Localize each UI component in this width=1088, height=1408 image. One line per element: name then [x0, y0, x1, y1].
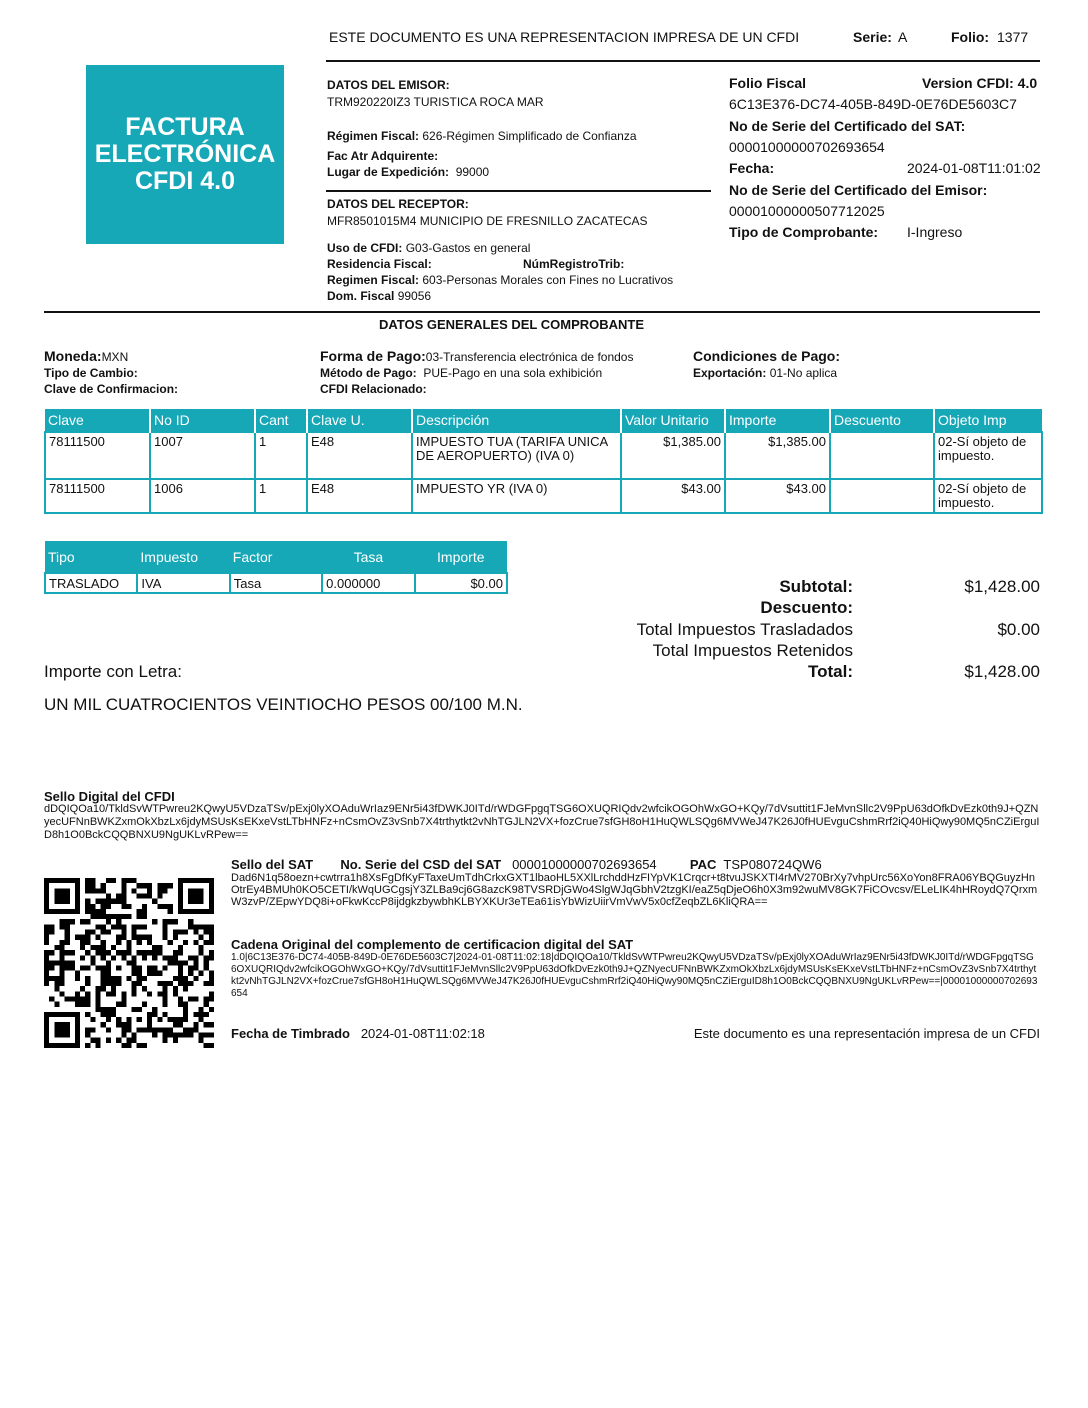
cell-objeto-imp: 02-Sí objeto de impuesto. — [934, 432, 1042, 479]
col-valor-unitario: Valor Unitario — [621, 409, 725, 432]
sello-sat-value: Dad6N1q58oezn+cwtrra1h8XsFgDfKyFTaxeUmTdhCrkxGXT1lbaoHL5XXlLrchddHzFIYpVK1Crqcr+t8tvuJSKXTI4rMV270BrXy7vhpUrc56XoYon8FRA06YBQGuyzHnOtrEy4BMUh0KO5CETI/kWqUGCgsjY3ZLBa9cj6G8azcK98TVSRDjGWo4SlgWJqGbhV2tzgKI/eaZ5qDjeO6h0X3m92wuMV8GK7FiCOvcsv/ELeLIK4hHRoydQ7QrxmW3zvP/ZEpwYDQ8i+oFkwKccP8ijdgkzbywbhKLBYXKUr3eTEa61isYbWizUiirVmVwV5x0cfZeqbZL6KliQRA== — [231, 872, 1038, 908]
emisor-regimen-label: Régimen Fiscal: — [327, 129, 420, 143]
serie-cert-emisor-value: 00001000000507712025 — [729, 203, 885, 219]
cell-clave: 78111500 — [45, 432, 150, 479]
cell-descripcion: IMPUESTO TUA (TARIFA UNICA DE AEROPUERTO) (IVA 0) — [412, 432, 621, 479]
col-clave: Clave — [45, 409, 150, 432]
col-importe: Importe — [725, 409, 830, 432]
fecha-timbrado — [231, 1026, 485, 1041]
col-objeto-imp: Objeto Imp — [934, 409, 1042, 432]
version-cfdi: Version CFDI: 4.0 — [922, 75, 1038, 91]
tipo-comprobante-label: Tipo de Comprobante: — [729, 224, 879, 240]
items-table — [44, 409, 1043, 514]
cell-descuento — [830, 479, 934, 513]
table-row — [45, 479, 1042, 513]
condiciones-pago-label: Condiciones de Pago: — [693, 348, 841, 364]
dom-fiscal — [327, 289, 431, 303]
tipo-cambio-label: Tipo de Cambio: — [44, 366, 138, 380]
receptor-regimen-label: Regimen Fiscal: — [327, 273, 420, 287]
retenidos-label: Total Impuestos Retenidos — [652, 641, 853, 660]
receptor-regimen-value: 603-Personas Morales con Fines no Lucrativos — [422, 273, 674, 287]
serie-cert-emisor-label: No de Serie del Certificado del Emisor: — [729, 182, 988, 198]
sat-header-line — [231, 857, 822, 872]
cell-objeto-imp: 02-Sí objeto de impuesto. — [934, 479, 1042, 513]
moneda — [44, 348, 128, 364]
cell-valor-unitario: $43.00 — [621, 479, 725, 513]
col-cant: Cant — [255, 409, 307, 432]
cell-valor-unitario: $1,385.00 — [621, 432, 725, 479]
metodo-pago-label: Método de Pago: — [320, 366, 417, 380]
cadena-original-value: 1.0|6C13E376-DC74-405B-849D-0E76DE5603C7|2024-01-08T11:02:18|dDQIQOa10/TkldSvWTPwreu2KQwyU5VDzaTSv/pExj0lyXOAduWrIaz9ENr5i43fDWKJ0ITd/rWDGFpgqTSG6OXUQRIQdv2wfcikOGOhWxGO+KQy/7dVsuttit1FJeMvnSllc2V9PpU63dOfkDvEzk0th9J+QZNyecUFNnBWKZxmOkXbzLx6jdyMSUsKsEKxeVstLTbHNFz+nCsmOvZ3vSnb7X4trthytkt2vNhTGJLN2VX+fozCrue7sfGH8oH1HuQWLSQg6MVWeJ47K26J0fHUEvguCshmRrf2iQ40HiQwy90MQ5nCZiErguID8h1O0BckCQQBNXU9NgUKLvRPew==|00001000000702693654 — [231, 952, 1038, 999]
tax-col-tipo: Tipo — [45, 541, 137, 573]
descuento-label: Descuento: — [760, 598, 853, 617]
clave-confirmacion-label: Clave de Confirmacion: — [44, 382, 179, 396]
total-label: Total: — [807, 662, 853, 681]
forma-pago-value: 03-Transferencia electrónica de fondos — [425, 350, 634, 364]
tipo-comprobante-value: I-Ingreso — [907, 224, 963, 240]
tax-header-row — [45, 541, 507, 573]
footer-note: Este documento es una representación impresa de un CFDI — [693, 1026, 1040, 1041]
total-value: $1,428.00 — [964, 662, 1040, 681]
emisor-rfc-nombre: TRM920220IZ3 TURISTICA ROCA MAR — [327, 95, 544, 109]
forma-pago — [320, 348, 633, 366]
pac-label: PAC — [689, 857, 717, 872]
fecha-value: 2024-01-08T11:01:02 — [907, 160, 1041, 176]
table-row — [45, 432, 1042, 479]
folio-value: 1377 — [997, 29, 1029, 45]
tax-col-impuesto: Impuesto — [137, 541, 229, 573]
fecha-label: Fecha: — [729, 160, 775, 176]
subtotal-value: $1,428.00 — [964, 577, 1040, 596]
tax-col-tasa: Tasa — [322, 541, 414, 573]
factura-logo — [86, 65, 284, 244]
tax-col-importe: Importe — [415, 541, 507, 573]
tax-cell-importe: $0.00 — [415, 573, 507, 593]
residencia-label: Residencia Fiscal: — [327, 257, 432, 271]
folio-label: Folio: — [951, 29, 990, 45]
metodo-pago-value: PUE-Pago en una sola exhibición — [423, 366, 603, 380]
general-title-text: DATOS GENERALES DEL COMPROBANTE — [378, 317, 645, 332]
tax-cell-factor: Tasa — [230, 573, 322, 593]
emisor-regimen — [327, 129, 637, 143]
lugar-expedicion — [327, 165, 489, 179]
cadena-original-label: Cadena Original del complemento de certificacion digital del SAT — [231, 937, 634, 952]
num-registro-label: NúmRegistroTrib: — [523, 257, 625, 271]
importe-letra-value: UN MIL CUATROCIENTOS VEINTIOCHO PESOS 00/100 M.N. — [44, 695, 523, 714]
cell-clave: 78111500 — [45, 479, 150, 513]
logo-line-2: ELECTRÓNICA — [94, 140, 276, 168]
qr-modules — [44, 878, 214, 1048]
tax-table — [44, 541, 508, 594]
tax-col-factor: Factor — [230, 541, 322, 573]
uso-value: G03-Gastos en general — [405, 241, 531, 255]
cell-cant: 1 — [255, 432, 307, 479]
cell-no-id: 1007 — [150, 432, 255, 479]
representation-note: ESTE DOCUMENTO ES UNA REPRESENTACION IMPRESA DE UN CFDI — [329, 29, 800, 45]
serie-cert-sat-label: No de Serie del Certificado del SAT: — [729, 118, 966, 134]
emisor-divider — [326, 190, 711, 192]
serie-label: Serie: — [853, 29, 892, 45]
cell-no-id: 1006 — [150, 479, 255, 513]
cell-importe: $1,385.00 — [725, 432, 830, 479]
dom-label: Dom. Fiscal — [327, 289, 395, 303]
header-divider — [326, 60, 1040, 62]
cell-descripcion: IMPUESTO YR (IVA 0) — [412, 479, 621, 513]
tax-cell-tipo: TRASLADO — [45, 573, 137, 593]
table-row — [45, 573, 507, 593]
pac-value: TSP080724QW6 — [723, 857, 822, 872]
sello-sat-label: Sello del SAT — [231, 857, 314, 872]
dom-value: 99056 — [397, 289, 432, 303]
metodo-pago — [320, 366, 602, 380]
csd-sat-label: No. Serie del CSD del SAT — [340, 857, 502, 872]
exportacion-label: Exportación: — [693, 366, 767, 380]
col-descripcion: Descripción — [412, 409, 621, 432]
moneda-label: Moneda: — [44, 348, 102, 364]
cell-descuento — [830, 432, 934, 479]
logo-line-1: FACTURA — [125, 113, 245, 141]
qr-code-graphic — [44, 878, 214, 1048]
exportacion-value: 01-No aplica — [769, 366, 838, 380]
col-descuento: Descuento — [830, 409, 934, 432]
items-header-row — [45, 409, 1042, 432]
forma-pago-label: Forma de Pago: — [320, 348, 426, 364]
lugar-value: 99000 — [455, 165, 490, 179]
receptor-rfc-nombre: MFR8501015M4 MUNICIPIO DE FRESNILLO ZACATECAS — [327, 214, 648, 228]
trasladados-value: $0.00 — [997, 620, 1040, 639]
uso-cfdi — [327, 241, 530, 255]
emisor-title: DATOS DEL EMISOR: — [327, 78, 450, 92]
qr-code-icon — [44, 878, 214, 1048]
moneda-value: MXN — [101, 350, 129, 364]
cell-importe: $43.00 — [725, 479, 830, 513]
tax-cell-impuesto: IVA — [137, 573, 229, 593]
cell-clave-u: E48 — [307, 432, 412, 479]
folio-fiscal-label: Folio Fiscal — [729, 75, 807, 91]
receptor-title: DATOS DEL RECEPTOR: — [327, 197, 469, 211]
serie-value: A — [898, 29, 908, 45]
sello-cfdi-label: Sello Digital del CFDI — [44, 789, 175, 804]
fac-atr-label: Fac Atr Adquirente: — [327, 149, 439, 163]
tax-cell-tasa: 0.000000 — [322, 573, 414, 593]
subtotal-label: Subtotal: — [779, 577, 853, 596]
uso-label: Uso de CFDI: — [327, 241, 403, 255]
cell-cant: 1 — [255, 479, 307, 513]
emisor-regimen-value: 626-Régimen Simplificado de Confianza — [422, 129, 637, 143]
general-title — [0, 317, 1088, 332]
general-divider — [44, 311, 1040, 313]
fecha-timbrado-label: Fecha de Timbrado — [231, 1026, 350, 1041]
sello-cfdi-value: dDQIQOa10/TkldSvWTPwreu2KQwyU5VDzaTSv/pExj0lyXOAduWrIaz9ENr5i43fDWKJ0ITd/rWDGFpgqTSG6OXUQRIQdv2wfcikOGOhWxGO+KQy/7dVsuttit1FJeMvnSllc2V9PpU63dOfkDvEzk0th9J+QZNyecUFNnBWKZxmOkXbzLx6jdyMSUsKsEKxeVstLTbHNFz+nCsmOvZ3vSnb7X4trthytkt2vNhTGJLN2VX+fozCrue7sfGH8oH1HuQWLSQg6MVWeJ47K26J0fHUEvguCshmRrf2iQ40HiQwy90MQ5nCZiErguID8h1O0BckCQQBNXU9NgUKLvRPew== — [44, 803, 1040, 841]
lugar-label: Lugar de Expedición: — [327, 165, 450, 179]
cfdi-relacionado-label: CFDI Relacionado: — [320, 382, 427, 396]
receptor-regimen — [327, 273, 673, 287]
trasladados-label: Total Impuestos Trasladados — [636, 620, 853, 639]
col-clave-u: Clave U. — [307, 409, 412, 432]
cell-clave-u: E48 — [307, 479, 412, 513]
importe-letra-label: Importe con Letra: — [44, 662, 182, 681]
fecha-timbrado-value: 2024-01-08T11:02:18 — [360, 1026, 485, 1041]
col-no-id: No ID — [150, 409, 255, 432]
logo-line-3: CFDI 4.0 — [134, 167, 236, 195]
exportacion — [693, 366, 837, 380]
csd-sat-value: 00001000000702693654 — [512, 857, 657, 872]
serie-cert-sat-value: 00001000000702693654 — [729, 139, 885, 155]
folio-fiscal-value: 6C13E376-DC74-405B-849D-0E76DE5603C7 — [729, 96, 1017, 112]
